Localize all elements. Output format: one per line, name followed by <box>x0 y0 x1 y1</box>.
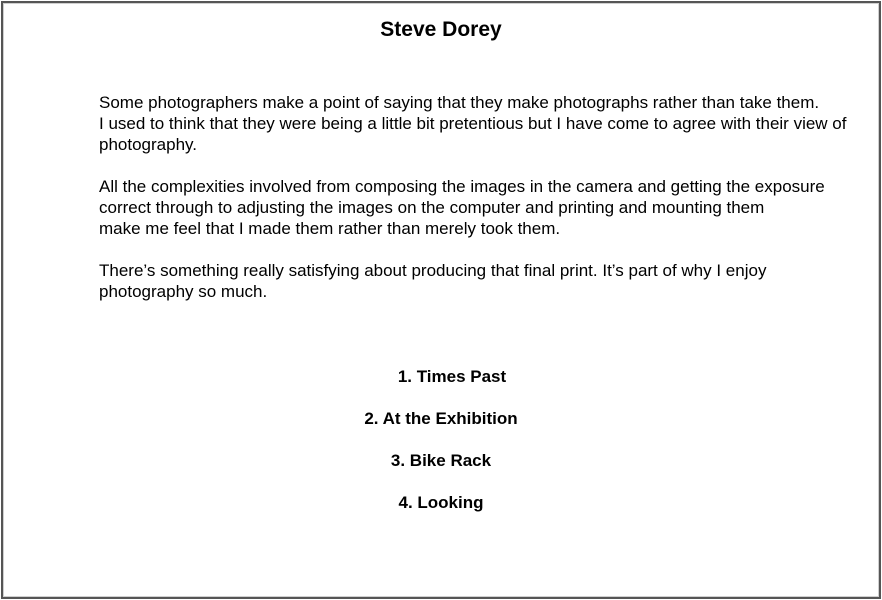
intro-paragraph-2 <box>99 176 859 239</box>
intro-paragraph-2-line-1: All the complexities involved from composing the images in the camera and getting the exposure correct through to adjusting the images on the computer and printing and mounting them <box>99 177 825 217</box>
image-link-bike-rack[interactable]: 3. Bike Rack <box>390 451 492 470</box>
intro-paragraph-2-line-2: make me feel that I made them rather than merely took them. <box>99 219 561 238</box>
intro-paragraph-3-line-1: There’s something really satisfying about producing that final print. It’s part of why I enjoy photography so much. <box>99 261 767 301</box>
image-link-times-past[interactable]: 1. Times Past <box>397 367 507 386</box>
image-link-looking[interactable]: 4. Looking <box>398 493 484 512</box>
image-list <box>0 366 882 534</box>
intro-paragraph-1-line-1: Some photographers make a point of saying that they make photographs rather than take them. <box>99 93 820 112</box>
intro-paragraph-1-line-2: I used to think that they were being a little bit pretentious but I have come to agree with their view of photography. <box>99 114 847 154</box>
page-title: Steve Dorey <box>380 18 502 41</box>
intro-paragraph-1 <box>99 92 859 155</box>
intro-text <box>99 92 859 323</box>
intro-paragraph-3 <box>99 260 859 302</box>
image-link-at-the-exhibition[interactable]: 2. At the Exhibition <box>364 409 518 428</box>
